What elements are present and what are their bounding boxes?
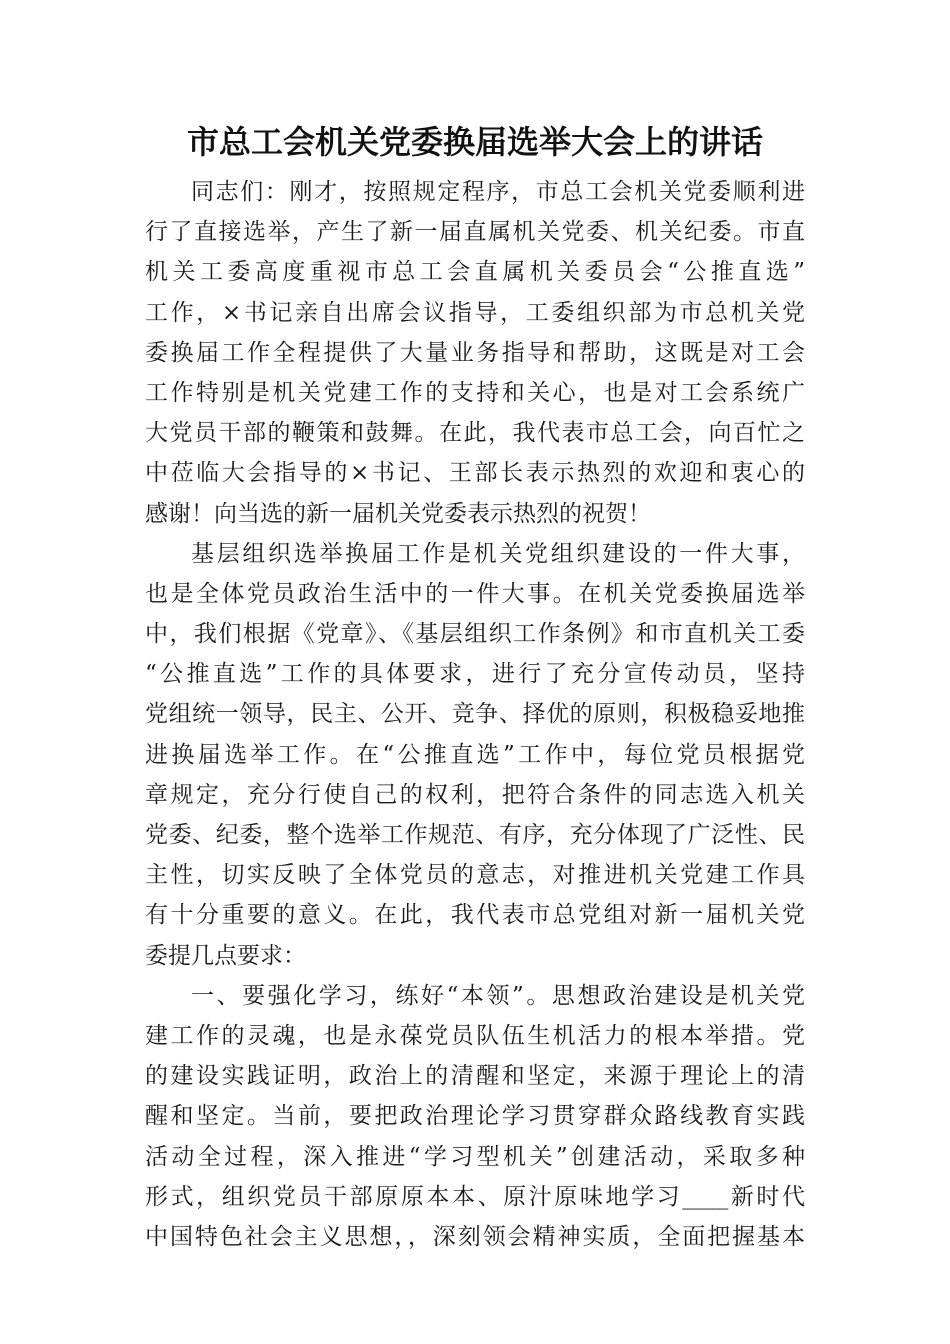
text-line: 感谢！向当选的新一届机关党委表示热烈的祝贺！ — [145, 500, 651, 527]
text-line: 党委、纪委，整个选举工作规范、有序，充分体现了广泛性、民 — [145, 822, 805, 848]
text-line: 党组统一领导，民主、公开、竞争、择优的原则，积极稳妥地推 — [145, 701, 805, 728]
text-line: 有十分重要的意义。在此，我代表市总党组对新一届机关党 — [145, 902, 805, 929]
paragraph-3 — [145, 976, 805, 1257]
text-line: 进换届选举工作。在“公推直选”工作中，每位党员根据党 — [145, 741, 805, 768]
text-line: 委提几点要求： — [145, 942, 306, 969]
text-line: 一、要强化学习，练好“本领”。思想政治建设是机关党 — [191, 982, 805, 1009]
text-line: “公推直选”工作的具体要求，进行了充分宣传动员，坚持 — [145, 661, 805, 688]
text-line: 活动全过程，深入推进“学习型机关”创建活动，采取多种 — [145, 1143, 805, 1170]
text-line: 行了直接选举，产生了新一届直属机关党委、机关纪委。市直 — [145, 219, 805, 246]
text-line: 同志们：刚才，按照规定程序，市总工会机关党委顺利进 — [191, 179, 805, 205]
text-line: 大党员干部的鞭策和鼓舞。在此，我代表市总工会，向百忙之 — [145, 420, 805, 447]
text-line: 章规定，充分行使自己的权利，把符合条件的同志选入机关 — [145, 781, 805, 808]
text-line: 工作特别是机关党建工作的支持和关心，也是对工会系统广 — [145, 379, 805, 406]
text-line: 中国特色社会主义思想，，深刻领会精神实质，全面把握基本 — [145, 1223, 805, 1250]
paragraph-2 — [145, 534, 805, 976]
text-line: 建工作的灵魂，也是永葆党员队伍生机活力的根本举措。党 — [145, 1022, 805, 1049]
text-line: 基层组织选举换届工作是机关党组织建设的一件大事， — [191, 540, 805, 567]
text-line: 醒和坚定。当前，要把政治理论学习贯穿群众路线教育实践 — [145, 1103, 805, 1130]
text-line: 中，我们根据《党章》、《基层组织工作条例》和市直机关工委 — [145, 621, 805, 648]
paragraph-1 — [145, 172, 805, 534]
text-line: 形式，组织党员干部原原本本、原汁原味地学习____新时代 — [145, 1183, 805, 1210]
document-title: 市总工会机关党委换届选举大会上的讲话 — [186, 123, 763, 161]
text-line: 中莅临大会指导的×书记、王部长表示热烈的欢迎和衷心的 — [145, 460, 805, 487]
document-body — [145, 172, 805, 1257]
text-line: 工作，×书记亲自出席会议指导，工委组织部为市总机关党 — [145, 299, 805, 326]
text-line: 也是全体党员政治生活中的一件大事。在机关党委换届选举 — [145, 580, 805, 607]
text-line: 的建设实践证明，政治上的清醒和坚定，来源于理论上的清 — [145, 1063, 805, 1090]
text-line: 机关工委高度重视市总工会直属机关委员会“公推直选” — [145, 259, 805, 286]
text-line: 委换届工作全程提供了大量业务指导和帮助，这既是对工会 — [145, 339, 805, 366]
text-line: 主性，切实反映了全体党员的意志，对推进机关党建工作具 — [145, 862, 805, 889]
